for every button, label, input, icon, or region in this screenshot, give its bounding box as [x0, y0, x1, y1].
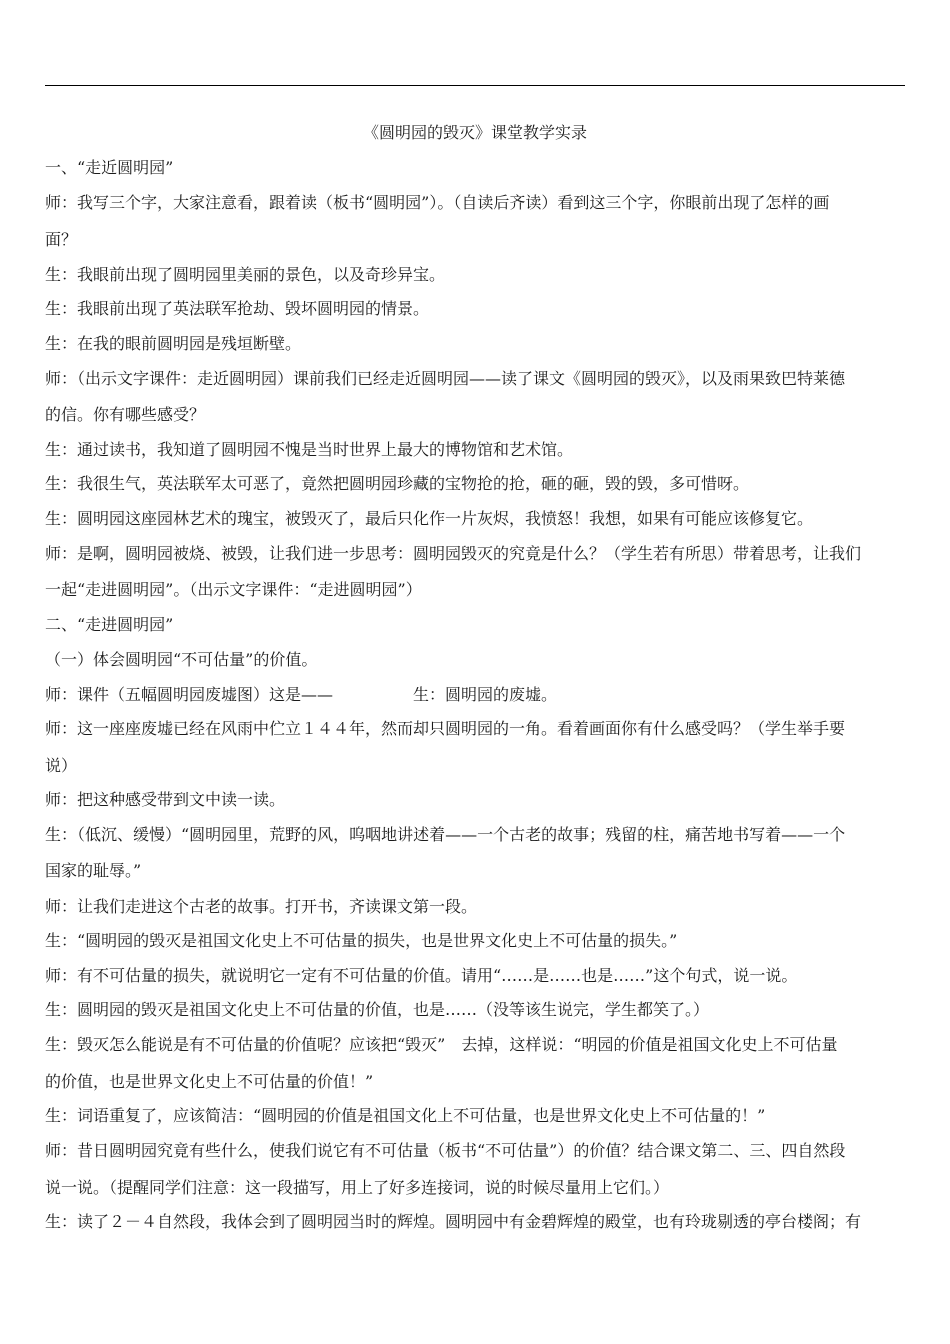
text-line: 一起“走进圆明园”。（出示文字课件：“走进圆明园”） [45, 580, 422, 599]
text-line: 师：让我们走进这个古老的故事。打开书，齐读课文第一段。 [45, 897, 478, 916]
text-line: 生：我眼前出现了英法联军抢劫、毁坏圆明园的情景。 [45, 299, 430, 318]
text-line: 师：是啊，圆明园被烧、被毁，让我们进一步思考：圆明园毁灭的究竟是什么？（学生若有所思）带着思考，让我们 [45, 544, 862, 563]
document-title: 《圆明园的毁灭》课堂教学实录 [362, 123, 587, 142]
text-line: 生：通过读书，我知道了圆明园不愧是当时世界上最大的博物馆和艺术馆。 [45, 440, 574, 459]
text-line: 生：毁灭怎么能说是有不可估量的价值呢？应该把“毁灭” 去掉，这样说：“明园的价值是祖国文化史上不可估量 [45, 1035, 838, 1054]
text-line: 生：我眼前出现了圆明园里美丽的景色，以及奇珍异宝。 [45, 265, 446, 284]
text-line: 师：把这种感受带到文中读一读。 [45, 790, 286, 809]
text-line: 生：圆明园的毁灭是祖国文化史上不可估量的价值，也是……（没等该生说完，学生都笑了。） [45, 1000, 710, 1019]
text-line: 说一说。（提醒同学们注意：这一段描写，用上了好多连接词，说的时候尽量用上它们。） [45, 1178, 670, 1197]
text-line: 生：在我的眼前圆明园是残垣断壁。 [45, 334, 302, 353]
text-line: 说） [45, 756, 78, 775]
text-line: 生：“圆明园的毁灭是祖国文化史上不可估量的损失，也是世界文化史上不可估量的损失。” [45, 931, 678, 950]
text-line: 生：读了２－４自然段，我体会到了圆明园当时的辉煌。圆明园中有金碧辉煌的殿堂，也有玲珑剔透的亭台楼阁；有 [45, 1212, 862, 1231]
text-line: 师：有不可估量的损失，就说明它一定有不可估量的价值。请用“……是……也是……”这个句式，说一说。 [45, 966, 798, 985]
text-line: 师：昔日圆明园究竟有些什么，使我们说它有不可估量（板书“不可估量”）的价值？结合课文第二、三、四自然段 [45, 1141, 846, 1160]
text-line: 的价值，也是世界文化史上不可估量的价值！” [45, 1072, 374, 1091]
text-line: 生：词语重复了，应该简洁：“圆明园的价值是祖国文化上不可估量，也是世界文化史上不可估量的！” [45, 1106, 766, 1125]
text-line: 生：圆明园这座园林艺术的瑰宝，被毁灭了，最后只化作一片灰烬，我愤怒！我想，如果有可能应该修复它。 [45, 509, 814, 528]
text-line: 生：我很生气，英法联军太可恶了，竟然把圆明园珍藏的宝物抢的抢，砸的砸，毁的毁，多可惜呀。 [45, 474, 750, 493]
text-line: 的信。你有哪些感受？ [45, 405, 206, 424]
text-line: 师：（出示文字课件：走近圆明园）课前我们已经走近圆明园——读了课文《圆明园的毁灭》，以及雨果致巴特莱德 [45, 369, 846, 388]
subsection-heading: （一）体会圆明园“不可估量”的价值。 [45, 650, 318, 669]
text-line: 师：课件（五幅圆明园废墟图）这是—— 生：圆明园的废墟。 [45, 685, 558, 704]
header-rule [45, 85, 905, 86]
text-line: 国家的耻辱。” [45, 861, 142, 880]
text-line: 师：我写三个字，大家注意看，跟着读（板书“圆明园”）。（自读后齐读）看到这三个字，你眼前出现了怎样的画 [45, 193, 830, 212]
text-line: 生：（低沉、缓慢）“圆明园里，荒野的风，呜咽地讲述着——一个古老的故事；残留的柱，痛苦地书写着——一个 [45, 825, 846, 844]
text-line: 师：这一座座废墟已经在风雨中伫立１４４年，然而却只圆明园的一角。看着画面你有什么感受吗？（学生举手要 [45, 719, 846, 738]
text-line: 一、“走近圆明园” [45, 158, 174, 177]
section-heading: 二、“走进圆明园” [45, 615, 174, 634]
text-line: 面？ [45, 230, 78, 249]
